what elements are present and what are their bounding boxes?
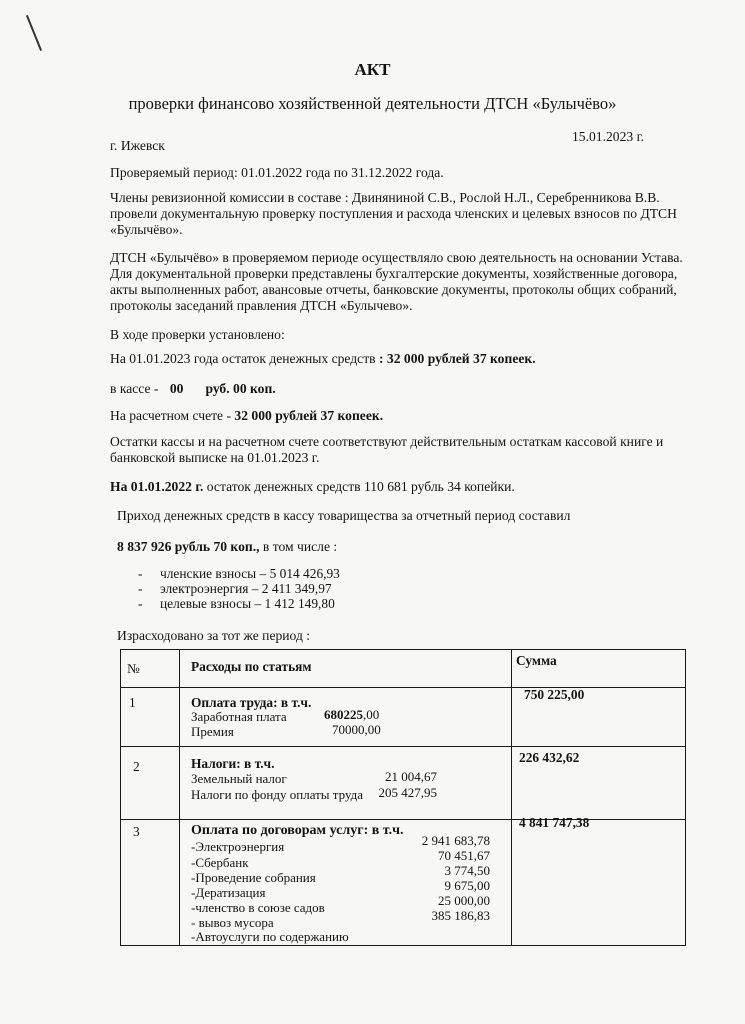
header-number: № [127, 661, 140, 676]
row-item-label: -Сбербанк [191, 855, 249, 870]
row-item-value: 70000,00 [332, 722, 381, 737]
commission-paragraph [110, 190, 700, 238]
income-item: - электроэнергия – 2 411 349,97 [138, 581, 332, 596]
row-item-value: 21 004,67 [385, 769, 437, 784]
row-item-value: 9 675,00 [444, 878, 490, 893]
table-border [511, 649, 512, 946]
document-date: 15.01.2023 г. [572, 129, 645, 144]
balance-amount: : 32 000 рублей 37 копеек. [378, 351, 536, 366]
income-total-tail: в том числе : [259, 539, 338, 554]
table-border [120, 819, 686, 820]
cash-rub: 00 [169, 381, 184, 396]
table-border [685, 649, 686, 946]
income-item-label: целевые взносы – [160, 596, 265, 611]
period-line: Проверяемый период: 01.01.2022 года по 31.12.2022 года. [110, 165, 444, 180]
row-item-value: 680225,00 [324, 707, 380, 722]
cash-rest: руб. 00 коп. [205, 381, 276, 396]
document-subtitle: проверки финансово хозяйственной деятельности ДТСН «Булычёво» [128, 94, 617, 113]
commission-line-3: «Булычёво». [110, 222, 183, 237]
account-line [110, 407, 383, 424]
row-item-label: Земельный налог [191, 771, 287, 786]
expenses-table [120, 649, 686, 946]
spent-line: Израсходовано за тот же период : [117, 628, 311, 643]
row-item-value: 3 774,50 [444, 863, 490, 878]
row-item-value: 385 186,83 [431, 908, 490, 923]
header-sum: Сумма [516, 653, 557, 668]
row-item-label: Премия [191, 724, 234, 739]
table-border [179, 649, 180, 946]
table-border [120, 687, 686, 688]
previous-balance-date: На 01.01.2022 г. [110, 479, 204, 494]
row-sum: 4 841 747,38 [519, 815, 590, 830]
income-item-value: 5 014 426,93 [269, 566, 340, 581]
basis-line-2: Для документальной проверки представлены бухгалтерские документы, хозяйственные договора, [110, 266, 678, 281]
match-line-2: банковской выписке на 01.01.2023 г. [110, 450, 320, 465]
income-item-value: 2 411 349,97 [261, 581, 332, 596]
row-title: Оплата труда: в т.ч. [191, 695, 312, 710]
row-item-label: Заработная плата [191, 709, 287, 724]
income-item-label: членские взносы – [160, 566, 270, 581]
match-paragraph [110, 434, 700, 466]
row-item-value: 2 941 683,78 [421, 833, 490, 848]
row-item-label: -Электроэнергия [191, 839, 285, 854]
account-prefix: На расчетном счете - [110, 408, 235, 423]
income-line: Приход денежных средств в кассу товарищества за отчетный период составил [117, 508, 571, 523]
balance-line [110, 350, 536, 367]
account-amount: 32 000 рублей 37 копеек. [234, 408, 384, 423]
table-border [120, 649, 121, 946]
commission-line-1: Члены ревизионной комиссии в составе : Двиняниной С.В., Рослой Н.Л., Серебренникова В.В. [110, 190, 660, 205]
income-total-line [117, 538, 337, 555]
previous-balance-line [110, 478, 515, 495]
established-line: В ходе проверки установлено: [110, 327, 285, 342]
table-border [120, 746, 686, 747]
row-title: Оплата по договорам услуг: в т.ч. [191, 823, 404, 838]
table-border [120, 945, 686, 946]
match-line-1: Остатки кассы и на расчетном счете соответствуют действительным остаткам кассовой книге и [110, 434, 664, 449]
row-item-label: Налоги по фонду оплаты труда [191, 787, 364, 802]
row-item-value: 70 451,67 [438, 848, 490, 863]
previous-balance-text: остаток денежных средств 110 681 рубль 34 копейки. [203, 479, 515, 494]
document-title: АКТ [354, 60, 391, 79]
row-number: 2 [133, 759, 140, 774]
header-expense-items: Расходы по статьям [191, 659, 312, 674]
city: г. Ижевск [110, 138, 165, 153]
row-item-value: 25 000,00 [438, 893, 490, 908]
pen-mark [26, 15, 42, 51]
row-item-value: 205 427,95 [378, 785, 437, 800]
cash-prefix: в кассе - [110, 381, 162, 396]
row-sum: 750 225,00 [524, 687, 585, 702]
income-item: - целевые взносы – 1 412 149,80 [138, 596, 335, 611]
income-item-label: электроэнергия – [160, 581, 262, 596]
row-item-label: -Дератизация [191, 885, 266, 900]
row-number: 1 [129, 695, 136, 710]
basis-line-4: протоколы заседаний правления ДТСН «Булычево». [110, 298, 413, 313]
commission-line-2: провели документальную проверку поступления и расхода членских и целевых взносов по ДТСН [110, 206, 677, 221]
cash-line [110, 380, 276, 397]
row-sum: 226 432,62 [519, 750, 580, 765]
income-item-value: 1 412 149,80 [264, 596, 335, 611]
row-item-label: -Автоуслуги по содержанию [191, 929, 349, 944]
row-title: Налоги: в т.ч. [191, 756, 275, 771]
row-number: 3 [133, 824, 140, 839]
basis-line-1: ДТСН «Булычёво» в проверяемом периоде осуществляло свою деятельность на основании Устава. [110, 250, 683, 265]
row-item-label: - вывоз мусора [191, 915, 274, 930]
income-total: 8 837 926 рубль 70 коп., [117, 539, 260, 554]
row-item-label: -членство в союзе садов [191, 900, 325, 915]
row-item-label: -Проведение собрания [191, 870, 316, 885]
table-border [120, 649, 686, 650]
balance-prefix: На 01.01.2023 года остаток денежных средств [110, 351, 379, 366]
basis-line-3: акты выполненных работ, авансовые отчеты, банковские документы, протоколы общих собраний, [110, 282, 677, 297]
basis-paragraph [110, 250, 700, 314]
income-item: - членские взносы – 5 014 426,93 [138, 566, 340, 581]
